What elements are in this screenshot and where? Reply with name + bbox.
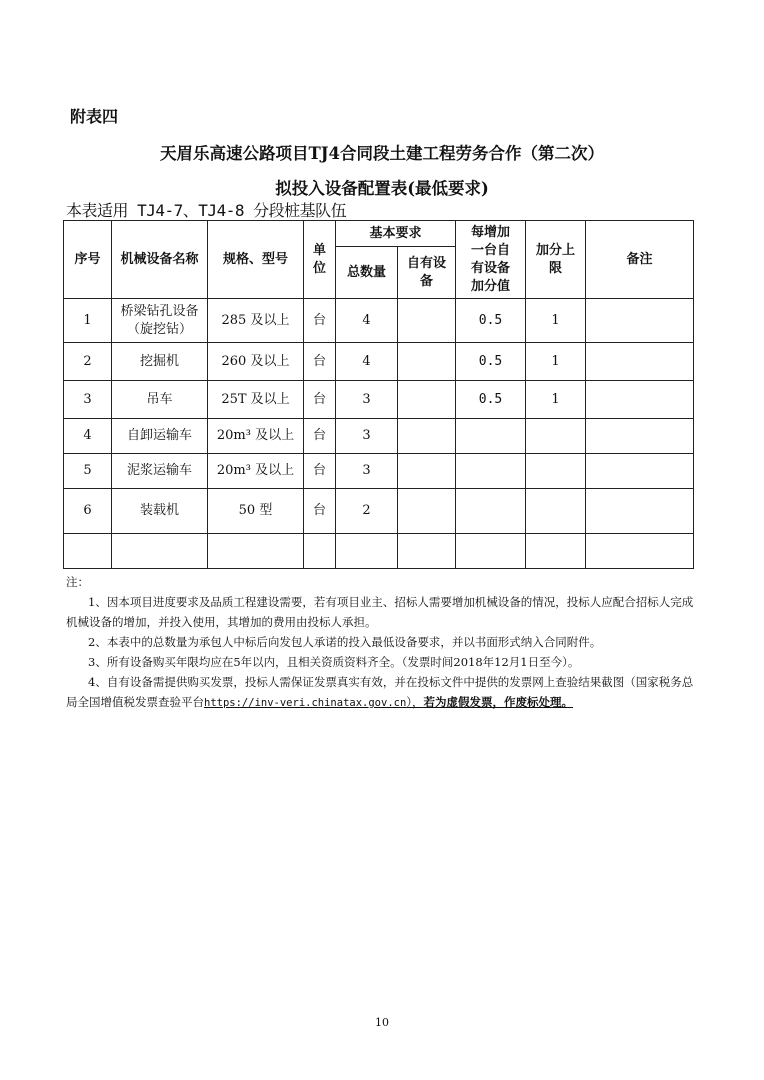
cell-unit: 台 — [304, 343, 336, 381]
note-1: 1、因本项目进度要求及品质工程建设需要，若有项目业主、招标人需要增加机械设备的情况，投标人应配合招标人完成机械设备的增加，并投入使用，其增加的费用由投标人承担。 — [66, 595, 694, 629]
cell-seq: 4 — [64, 419, 112, 454]
cell-bonus-per — [456, 419, 526, 454]
cell-bonus-per: 0.5 — [456, 381, 526, 419]
note-4-warning: 若为虚假发票，作废标处理。 — [423, 695, 574, 709]
notes-section — [66, 572, 696, 713]
header-remark: 备注 — [586, 221, 694, 299]
header-name: 机械设备名称 — [112, 221, 208, 299]
table-header-row — [64, 221, 694, 247]
header-owned: 自有设 备 — [398, 247, 456, 299]
cell-bonus-per — [456, 489, 526, 534]
cell-total-qty: 2 — [336, 489, 398, 534]
cell-total-qty: 4 — [336, 299, 398, 343]
note-4-text: 4、自有设备需提供购买发票，投标人需保证发票真实有效，并在投标文件中提供的发票网上查验结果截图（国家税务总局全国增值税发票查验平台 — [66, 675, 694, 709]
cell-remark — [586, 454, 694, 489]
cell-seq: 1 — [64, 299, 112, 343]
table-row — [64, 419, 694, 454]
cell-empty — [304, 534, 336, 569]
cell-seq: 5 — [64, 454, 112, 489]
cell-empty — [112, 534, 208, 569]
cell-bonus-cap — [526, 454, 586, 489]
cell-bonus-cap — [526, 419, 586, 454]
cell-name: 挖掘机 — [112, 343, 208, 381]
equipment-table — [63, 220, 694, 569]
cell-name: 装载机 — [112, 489, 208, 534]
table-row — [64, 299, 694, 343]
cell-empty — [336, 534, 398, 569]
cell-name: 吊车 — [112, 381, 208, 419]
cell-spec: 20m³ 及以上 — [208, 419, 304, 454]
cell-empty — [64, 534, 112, 569]
table-row — [64, 489, 694, 534]
document-title: 天眉乐高速公路项目TJ4合同段土建工程劳务合作（第二次） — [159, 144, 605, 163]
cell-empty — [586, 534, 694, 569]
cell-empty — [456, 534, 526, 569]
cell-owned — [398, 299, 456, 343]
header-unit: 单 位 — [304, 221, 336, 299]
cell-bonus-cap — [526, 489, 586, 534]
header-bonus-cap: 加分上 限 — [526, 221, 586, 299]
cell-seq: 2 — [64, 343, 112, 381]
scope-note: 本表适用 TJ4-7、TJ4-8 分段桩基队伍 — [66, 201, 347, 220]
cell-owned — [398, 419, 456, 454]
cell-owned — [398, 454, 456, 489]
table-row — [64, 343, 694, 381]
cell-owned — [398, 381, 456, 419]
cell-owned — [398, 343, 456, 381]
header-total-qty: 总数量 — [336, 247, 398, 299]
cell-remark — [586, 343, 694, 381]
cell-bonus-per: 0.5 — [456, 343, 526, 381]
document-subtitle: 拟投入设备配置表(最低要求) — [275, 179, 489, 198]
cell-owned — [398, 489, 456, 534]
cell-total-qty: 3 — [336, 381, 398, 419]
header-basic-req: 基本要求 — [336, 221, 456, 247]
cell-empty — [526, 534, 586, 569]
cell-unit: 台 — [304, 419, 336, 454]
cell-total-qty: 4 — [336, 343, 398, 381]
cell-empty — [208, 534, 304, 569]
annex-label: 附表四 — [70, 107, 119, 126]
cell-total-qty: 3 — [336, 419, 398, 454]
cell-unit: 台 — [304, 454, 336, 489]
cell-remark — [586, 419, 694, 454]
cell-remark — [586, 381, 694, 419]
invoice-verify-link[interactable]: https://inv-veri.chinatax.gov.cn — [204, 697, 407, 709]
cell-spec: 25T 及以上 — [208, 381, 304, 419]
cell-empty — [398, 534, 456, 569]
cell-remark — [586, 489, 694, 534]
note-4 — [66, 672, 696, 713]
cell-bonus-cap: 1 — [526, 381, 586, 419]
note-4-closing: ）， — [406, 695, 424, 709]
cell-spec: 50 型 — [208, 489, 304, 534]
cell-spec: 20m³ 及以上 — [208, 454, 304, 489]
cell-name: 泥浆运输车 — [112, 454, 208, 489]
notes-label: 注： — [66, 575, 89, 589]
table-row-empty — [64, 534, 694, 569]
note-2: 2、本表中的总数量为承包人中标后向发包人承诺的投入最低设备要求，并以书面形式纳入合同附件。 — [88, 635, 602, 649]
cell-bonus-per: 0.5 — [456, 299, 526, 343]
cell-spec: 285 及以上 — [208, 299, 304, 343]
cell-name: 桥梁钻孔设备 （旋挖钻） — [112, 299, 208, 343]
table-row — [64, 381, 694, 419]
cell-remark — [586, 299, 694, 343]
cell-bonus-cap: 1 — [526, 343, 586, 381]
table-row — [64, 454, 694, 489]
cell-unit: 台 — [304, 381, 336, 419]
cell-spec: 260 及以上 — [208, 343, 304, 381]
header-bonus-per: 每增加 一台自 有设备 加分值 — [456, 221, 526, 299]
cell-seq: 3 — [64, 381, 112, 419]
cell-seq: 6 — [64, 489, 112, 534]
cell-name: 自卸运输车 — [112, 419, 208, 454]
header-spec: 规格、型号 — [208, 221, 304, 299]
cell-bonus-per — [456, 454, 526, 489]
cell-unit: 台 — [304, 489, 336, 534]
header-seq: 序号 — [64, 221, 112, 299]
cell-total-qty: 3 — [336, 454, 398, 489]
page-number: 10 — [375, 1016, 389, 1029]
cell-bonus-cap: 1 — [526, 299, 586, 343]
note-3: 3、所有设备购买年限均应在5年以内，且相关资质资料齐全。（发票时间2018年12月1日至今）。 — [88, 655, 580, 669]
cell-unit: 台 — [304, 299, 336, 343]
